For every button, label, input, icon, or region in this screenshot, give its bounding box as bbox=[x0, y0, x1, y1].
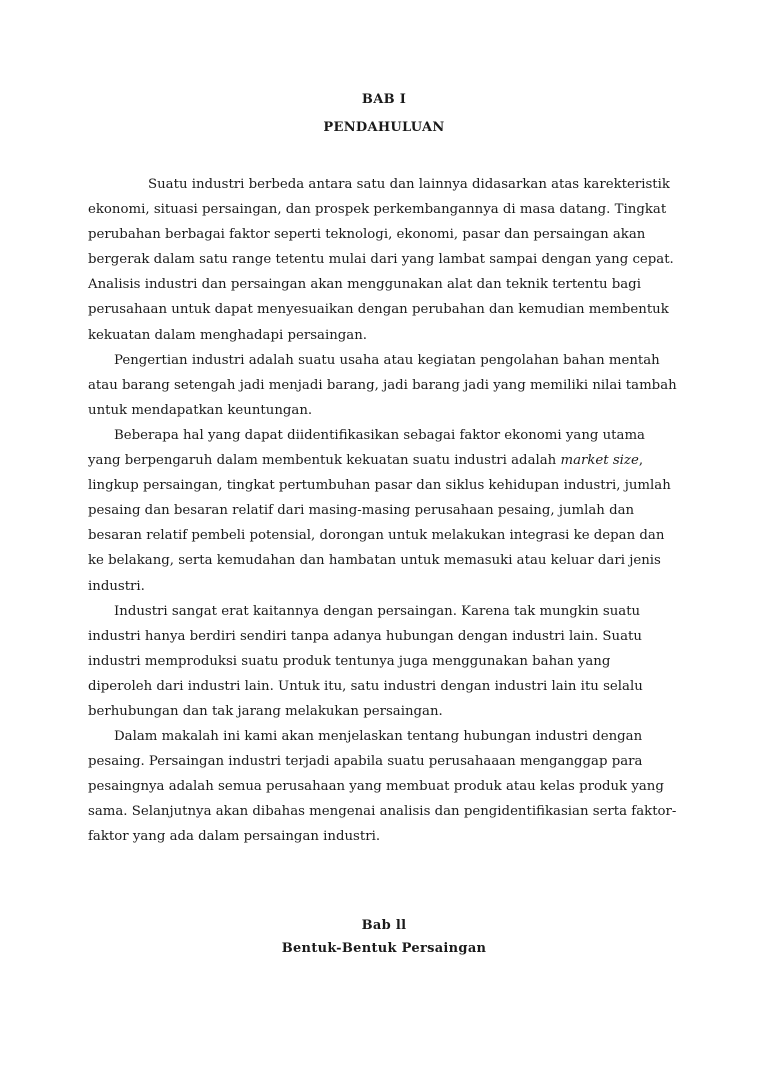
chapter2-title: Bentuk-Bentuk Persaingan bbox=[281, 941, 487, 956]
paragraph-economic-factors bbox=[88, 423, 678, 599]
chapter-title: PENDAHULUAN bbox=[323, 120, 445, 135]
chapter-label: BAB I bbox=[361, 92, 407, 107]
paragraph-intro: Suatu industri berbeda antara satu dan lainnya didasarkan atas karekteristik ekonomi, situasi persaingan, dan prospek perkembangannya di masa datang. Tingkat perubahan berbagai faktor seperti teknologi, ekonomi, pasar dan persaingan akan bergerak dalam satu range tetentu mulai dari yang lambat sampai dengan yang cepat. Analisis industri dan persaingan akan menggunakan alat dan teknik tertentu bagi perusahaan untuk dapat menyesuaikan dengan perubahan dan kemudian membentuk kekuatan dalam menghadapi persaingan. bbox=[88, 177, 674, 343]
paragraph-economic-factors-start: Beberapa hal yang dapat diidentifikasikan sebagai faktor ekonomi yang utama yang berpengaruh dalam membentuk kekuatan suatu industri adalah bbox=[88, 427, 645, 469]
paragraph-paper-scope: Dalam makalah ini kami akan menjelaskan tentang hubungan industri dengan pesaing. Persaingan industri terjadi apabila suatu perusahaaan menganggap para pesaingnya adalah semua perusahaan yang membuat produk atau kelas produk yang sama. Selanjutnya akan dibahas mengenai analisis dan pengidentifikasian serta faktor-faktor yang ada dalam persaingan industri. bbox=[88, 729, 677, 845]
paragraph-economic-factors-end: , lingkup persaingan, tingkat pertumbuhan pasar dan siklus kehidupan industri, jumlah pesaing dan besaran relatif dari masing-masing perusahaan pesaing, jumlah dan besaran relatif pembeli potensial, dorongan untuk melakukan integrasi ke depan dan ke belakang, serta kemudahan dan hambatan untuk memasuki atau keluar dari jenis industri. bbox=[88, 453, 671, 594]
market-size-term: market size bbox=[560, 453, 639, 469]
paragraph-industry-competition: Industri sangat erat kaitannya dengan persaingan. Karena tak mungkin suatu industri hanya berdiri sendiri tanpa adanya hubungan dengan industri lain. Suatu industri memproduksi suatu produk tentunya juga menggunakan bahan yang diperoleh dari industri lain. Untuk itu, satu industri dengan industri lain itu selalu berhubungan dan tak jarang melakukan persaingan. bbox=[88, 603, 643, 719]
paragraph-definition: Pengertian industri adalah suatu usaha atau kegiatan pengolahan bahan mentah atau barang setengah jadi menjadi barang, jadi barang jadi yang memiliki nilai tambah untuk mendapatkan keuntungan. bbox=[88, 352, 677, 418]
document-body bbox=[88, 172, 678, 850]
chapter2-label: Bab ll bbox=[361, 918, 407, 933]
